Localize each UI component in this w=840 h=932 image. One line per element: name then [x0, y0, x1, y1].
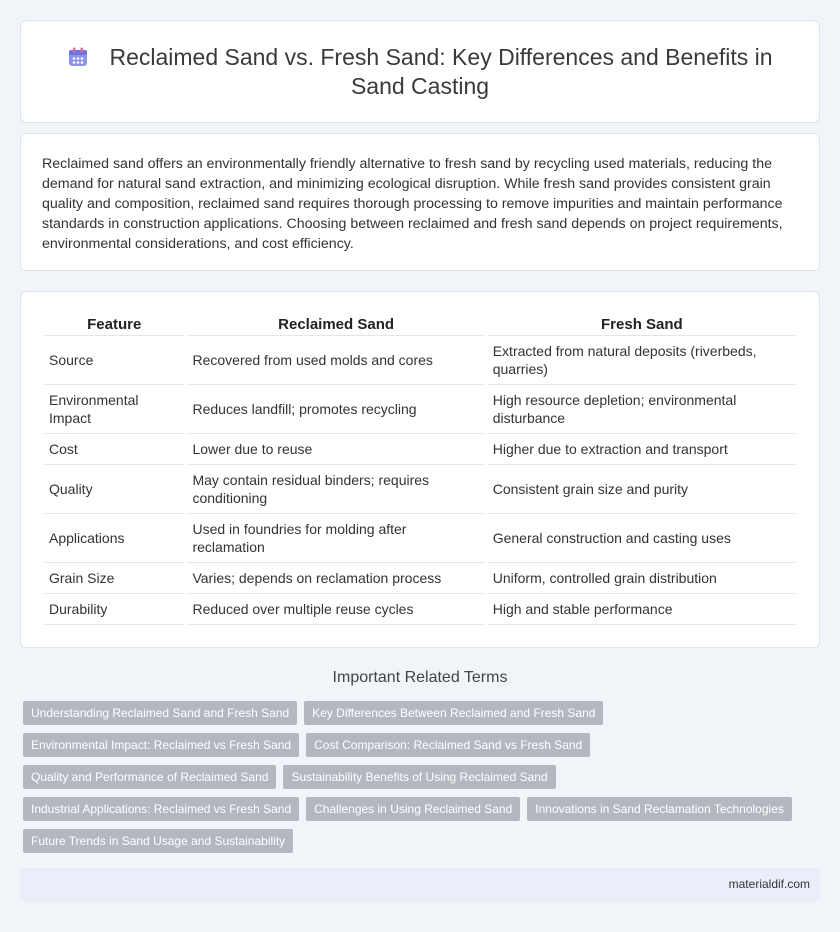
row-fresh: High and stable performance: [488, 594, 796, 625]
row-fresh: Consistent grain size and purity: [488, 465, 796, 514]
related-term-tag[interactable]: Innovations in Sand Reclamation Technologies: [527, 797, 792, 821]
row-fresh: High resource depletion; environmental disturbance: [488, 385, 796, 434]
table-row: [44, 563, 796, 594]
row-fresh: Extracted from natural deposits (riverbeds, quarries): [488, 336, 796, 385]
row-reclaimed: Lower due to reuse: [187, 434, 484, 465]
tag-row: [23, 829, 813, 853]
table-row: [44, 385, 796, 434]
row-feature: Environmental Impact: [44, 385, 184, 434]
related-term-tag[interactable]: Understanding Reclaimed Sand and Fresh Sand: [23, 701, 297, 725]
calendar-icon: [67, 46, 89, 68]
row-feature: Source: [44, 336, 184, 385]
footer: [20, 868, 820, 902]
intro-card: [20, 133, 820, 271]
related-term-tag[interactable]: Future Trends in Sand Usage and Sustainability: [23, 829, 293, 853]
row-fresh: Higher due to extraction and transport: [488, 434, 796, 465]
related-term-tag[interactable]: Quality and Performance of Reclaimed Sand: [23, 765, 276, 789]
table-row: [44, 514, 796, 563]
row-reclaimed: Used in foundries for molding after reclamation: [187, 514, 484, 563]
header-card: [20, 20, 820, 123]
tag-row: [23, 797, 813, 821]
related-term-tag[interactable]: Key Differences Between Reclaimed and Fresh Sand: [304, 701, 603, 725]
page-title: [21, 43, 819, 101]
table-row: [44, 336, 796, 385]
related-term-tag[interactable]: Sustainability Benefits of Using Reclaimed Sand: [283, 765, 555, 789]
intro-paragraph: Reclaimed sand offers an environmentally friendly alternative to fresh sand by recycling used materials, reducing the demand for natural sand extraction, and minimizing ecological disruption. While fresh sand provides consistent grain quality and composition, reclaimed sand requires thorough processing to remove impurities and maintain performance standards in construction applications. Choosing between reclaimed and fresh sand depends on project requirements, environmental considerations, and cost efficiency.: [42, 156, 783, 252]
header-fresh-sand: Fresh Sand: [488, 314, 796, 336]
table-row: [44, 594, 796, 625]
row-reclaimed: Varies; depends on reclamation process: [187, 563, 484, 594]
header-reclaimed-sand: Reclaimed Sand: [187, 314, 484, 336]
related-term-tag[interactable]: Industrial Applications: Reclaimed vs Fresh Sand: [23, 797, 299, 821]
row-feature: Applications: [44, 514, 184, 563]
related-term-tag[interactable]: Cost Comparison: Reclaimed Sand vs Fresh Sand: [306, 733, 590, 757]
row-reclaimed: May contain residual binders; requires conditioning: [187, 465, 484, 514]
row-fresh: General construction and casting uses: [488, 514, 796, 563]
table-row: [44, 465, 796, 514]
row-feature: Cost: [44, 434, 184, 465]
header-feature: Feature: [44, 314, 184, 336]
row-fresh: Uniform, controlled grain distribution: [488, 563, 796, 594]
row-feature: Grain Size: [44, 563, 184, 594]
comparison-table: [41, 314, 799, 625]
related-terms-tags: [23, 701, 813, 861]
tag-row: [23, 701, 813, 725]
table-header-row: [44, 314, 796, 336]
row-feature: Quality: [44, 465, 184, 514]
tag-row: [23, 733, 813, 757]
tag-row: [23, 765, 813, 789]
page-title-text: Reclaimed Sand vs. Fresh Sand: Key Differences and Benefits in Sand Casting: [109, 44, 773, 99]
table-row: [44, 434, 796, 465]
related-terms-title: Important Related Terms: [332, 669, 508, 686]
comparison-card: [20, 291, 820, 648]
row-reclaimed: Recovered from used molds and cores: [187, 336, 484, 385]
related-term-tag[interactable]: Environmental Impact: Reclaimed vs Fresh Sand: [23, 733, 299, 757]
row-feature: Durability: [44, 594, 184, 625]
row-reclaimed: Reduces landfill; promotes recycling: [187, 385, 484, 434]
row-reclaimed: Reduced over multiple reuse cycles: [187, 594, 484, 625]
related-term-tag[interactable]: Challenges in Using Reclaimed Sand: [306, 797, 520, 821]
footer-site-link[interactable]: materialdif.com: [728, 877, 810, 891]
